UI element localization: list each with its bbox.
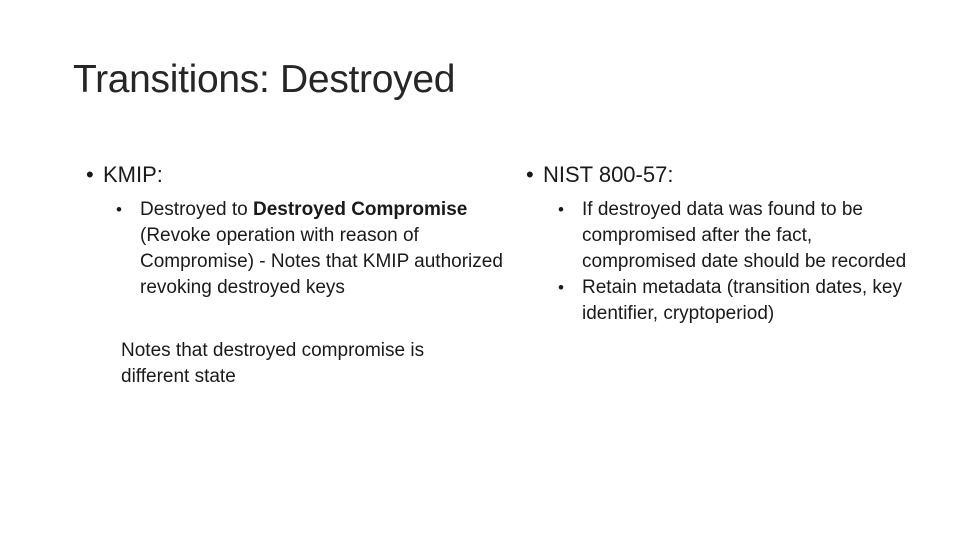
nist-sub-item-text: Retain metadata (transition dates, key identifier, cryptoperiod) [582, 277, 903, 324]
bullet-icon: • [526, 162, 534, 187]
slide-title: Transitions: Destroyed [73, 58, 456, 101]
nist-heading-bullet [526, 160, 926, 190]
nist-sub-item [556, 197, 926, 275]
kmip-heading-bullet [86, 160, 516, 190]
nist-sub-item-text: If destroyed data was found to be compromised after the fact, compromised date should be recorded [582, 199, 907, 272]
bullet-icon: • [558, 200, 564, 219]
kmip-sub-item-rest: (Revoke operation with reason of Compromise) - Notes that KMIP authorized revoking destroyed keys [140, 225, 503, 298]
nist-sub-item [556, 275, 926, 327]
right-column [526, 160, 926, 327]
bullet-icon: • [86, 162, 94, 187]
kmip-sub-item [114, 197, 516, 301]
kmip-heading: KMIP: [103, 162, 163, 187]
nist-sub-list [556, 197, 926, 327]
bullet-icon: • [558, 278, 564, 297]
left-column [86, 160, 516, 390]
kmip-sub-item-bold: Destroyed Compromise [253, 199, 468, 220]
nist-heading: NIST 800-57: [543, 162, 674, 187]
kmip-sub-list [114, 197, 516, 301]
kmip-sub-item-text [140, 199, 503, 298]
bullet-icon: • [116, 200, 122, 219]
kmip-note: Notes that destroyed compromise is different state [121, 340, 425, 387]
kmip-sub-item-prefix: Destroyed to [140, 199, 253, 220]
